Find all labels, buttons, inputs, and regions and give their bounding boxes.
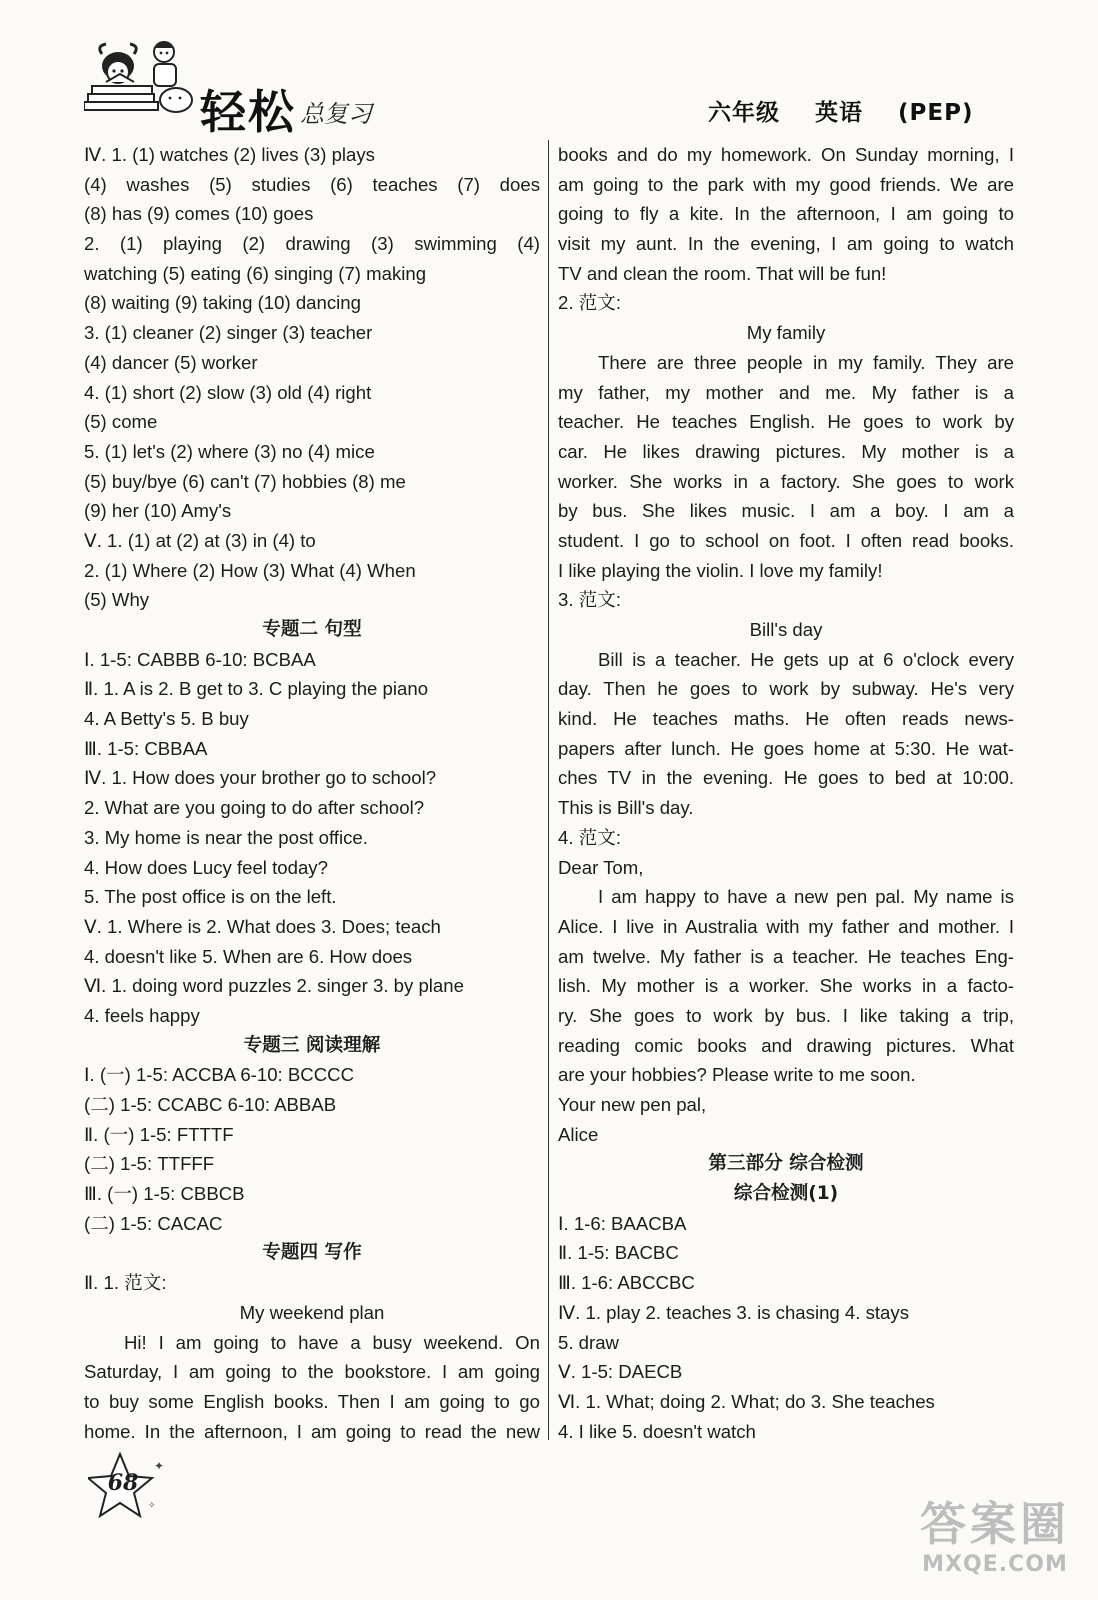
answer-line: (9) her (10) Amy's [84,500,232,522]
essay-line: Hi! I am going to have a busy weekend. On [124,1331,540,1353]
header-info [708,94,999,127]
answer-line: (8) waiting (9) taking (10) dancing [84,292,361,314]
answer-line: Ⅵ. 1. What; doing 2. What; do 3. She teaches [558,1390,935,1412]
logo-title: 轻松 [200,85,296,139]
essay-line: ches TV in the evening. He goes to bed at 10:00. [558,767,1014,789]
answer-line: (5) come [84,411,158,433]
essay-line: papers after lunch. He goes home at 5:30. He wat- [558,737,1014,759]
answer-line: 3. (1) cleaner (2) singer (3) teacher [84,322,373,344]
column-divider [548,140,549,1440]
essay-line: home. In the afternoon, I am going to read the new [84,1420,540,1442]
essay-title: My weekend plan [239,1301,385,1323]
essay-title: My family [746,322,826,344]
letter-greeting: Dear Tom, [558,856,644,878]
logo-subtitle: 总复习 [300,100,372,128]
answer-line: Ⅳ. 1. (1) watches (2) lives (3) plays [84,144,375,165]
section-heading-writing: 专题四 写作 [262,1242,362,1264]
essay-line: Saturday, I am going to the bookstore. I am going [84,1361,540,1383]
essay-line: This is Bill's day. [558,797,694,819]
essay-line: ry. She goes to work by bus. I like taking a trip, [558,1004,1014,1026]
answer-line: 4. 范文: [558,826,622,848]
svg-text:✦: ✦ [154,1459,165,1473]
answer-line: (4) dancer (5) worker [84,351,258,373]
answer-line: 3. 范文: [558,589,622,611]
watermark-logo: 答案圈 [920,1497,1070,1551]
answer-line: Ⅳ. 1. How does your brother go to school? [84,767,437,789]
answer-line: watching (5) eating (6) singing (7) making [84,262,427,284]
essay-line: am going to the park with my good friends. We are [558,173,1014,195]
essay-line: teacher. He teaches English. He goes to work by [558,411,1014,433]
essay-line: car. He likes drawing pictures. My mother is a [558,440,1014,462]
answer-line: 4. How does Lucy feel today? [84,856,328,878]
essay-line: TV and clean the room. That will be fun! [558,262,887,284]
letter-closing: Your new pen pal, [558,1094,707,1115]
answer-line: Ⅳ. 1. play 2. teaches 3. is chasing 4. stays [558,1301,909,1323]
answer-line: 4. A Betty's 5. B buy [84,708,249,730]
answer-line: (8) has (9) comes (10) goes [84,203,314,225]
essay-line: to buy some English books. Then I am going to go [84,1390,540,1412]
right-column [558,140,1014,1446]
answer-line: 3. My home is near the post office. [84,826,368,848]
essay-line: books and do my homework. On Sunday morning, I [558,144,1014,165]
essay-title: Bill's day [749,619,823,640]
answer-line: Ⅱ. (一) 1-5: FTTTF [84,1123,234,1145]
answer-line: Ⅰ. (一) 1-5: ACCBA 6-10: BCCCC [84,1064,354,1086]
answer-line: 5. draw [558,1331,619,1353]
answer-line: (二) 1-5: CCABC 6-10: ABBAB [84,1094,337,1115]
answer-line: 2. 范文: [558,292,622,314]
answer-line: Ⅰ. 1-6: BAACBA [558,1212,687,1234]
essay-line: day. Then he goes to work by subway. He's very [558,678,1014,700]
answer-line: 2. (1) playing (2) drawing (3) swimming (4) [84,233,540,255]
header-edition: (PEP) [898,100,974,126]
answer-line: 2. What are you going to do after school? [84,797,425,819]
answer-line: Ⅴ. 1-5: DAECB [558,1361,683,1383]
answer-line: (4) washes (5) studies (6) teaches (7) does [84,173,540,195]
header-subject: 英语 [815,100,864,126]
page-header [0,0,1098,140]
test-heading: 综合检测(1) [733,1183,839,1205]
essay-line: kind. He teaches maths. He often reads news- [558,708,1014,730]
answer-line: (二) 1-5: TTFFF [84,1153,215,1175]
answer-line: Ⅵ. 1. doing word puzzles 2. singer 3. by plane [84,975,464,997]
answer-line: 4. doesn't like 5. When are 6. How does [84,945,413,967]
essay-line: Alice. I live in Australia with my father and mother. I [558,915,1014,937]
answer-line: (二) 1-5: CACAC [84,1212,223,1234]
answer-line: 2. (1) Where (2) How (3) What (4) When [84,559,416,581]
watermark-url: MXQE.COM [922,1552,1068,1577]
section-heading-reading: 专题三 阅读理解 [243,1034,381,1056]
essay-line: lish. My mother is a worker. She works in a facto- [558,975,1014,997]
answer-line: 5. (1) let's (2) where (3) no (4) mice [84,440,375,462]
answer-line: Ⅰ. 1-5: CABBB 6-10: BCBAA [84,648,316,670]
letter-signature: Alice [558,1123,599,1145]
essay-line: going to fly a kite. In the afternoon, I am going to [558,203,1014,225]
essay-line: student. I go to school on foot. I often read books. [558,529,1014,551]
answer-line: Ⅱ. 1. A is 2. B get to 3. C playing the piano [84,678,429,700]
answer-line: 5. The post office is on the left. [84,886,337,908]
answer-line: (5) buy/bye (6) can't (7) hobbies (8) me [84,470,406,492]
page-number: 68 [107,1470,139,1496]
part-heading-comprehensive-test: 第三部分 综合检测 [708,1153,864,1175]
left-column [84,140,540,1446]
site-watermark [905,1498,1085,1590]
essay-line: There are three people in my family. They are [598,351,1014,373]
essay-line: are your hobbies? Please write to me soon. [558,1064,916,1086]
svg-text:✧: ✧ [148,1501,156,1511]
answer-line: 4. I like 5. doesn't watch [558,1420,756,1442]
essay-line: my father, my mother and me. My father is a [558,381,1014,403]
answer-line: Ⅱ. 1. 范文: [84,1272,167,1294]
children-reading-illustration [84,32,204,122]
answer-line: Ⅲ. 1-5: CBBAA [84,737,208,759]
essay-line: am twelve. My father is a teacher. He teaches Eng- [558,945,1014,967]
answer-line: Ⅴ. 1. (1) at (2) at (3) in (4) to [84,529,316,551]
essay-line: worker. She works in a factory. She goes to work [558,470,1014,492]
essay-line: reading comic books and drawing pictures. What [558,1034,1014,1056]
answer-line: Ⅲ. (一) 1-5: CBBCB [84,1183,245,1205]
section-heading-sentence-patterns: 专题二 句型 [262,619,362,640]
essay-line: visit my aunt. In the evening, I am going to watch [558,233,1014,255]
essay-line: Bill is a teacher. He gets up at 6 o'clock every [598,648,1014,670]
answer-line: 4. feels happy [84,1004,200,1026]
essay-line: I am happy to have a new pen pal. My name is [598,886,1014,908]
essay-line: by bus. She likes music. I am a boy. I am a [558,500,1014,522]
answer-line: 4. (1) short (2) slow (3) old (4) right [84,381,372,403]
answer-line: Ⅱ. 1-5: BACBC [558,1242,679,1264]
answer-line: (5) Why [84,589,150,611]
answer-line: Ⅲ. 1-6: ABCCBC [558,1272,695,1294]
essay-line: I like playing the violin. I love my family! [558,559,883,581]
header-grade: 六年级 [708,100,780,126]
answer-line: Ⅴ. 1. Where is 2. What does 3. Does; teach [84,915,441,937]
